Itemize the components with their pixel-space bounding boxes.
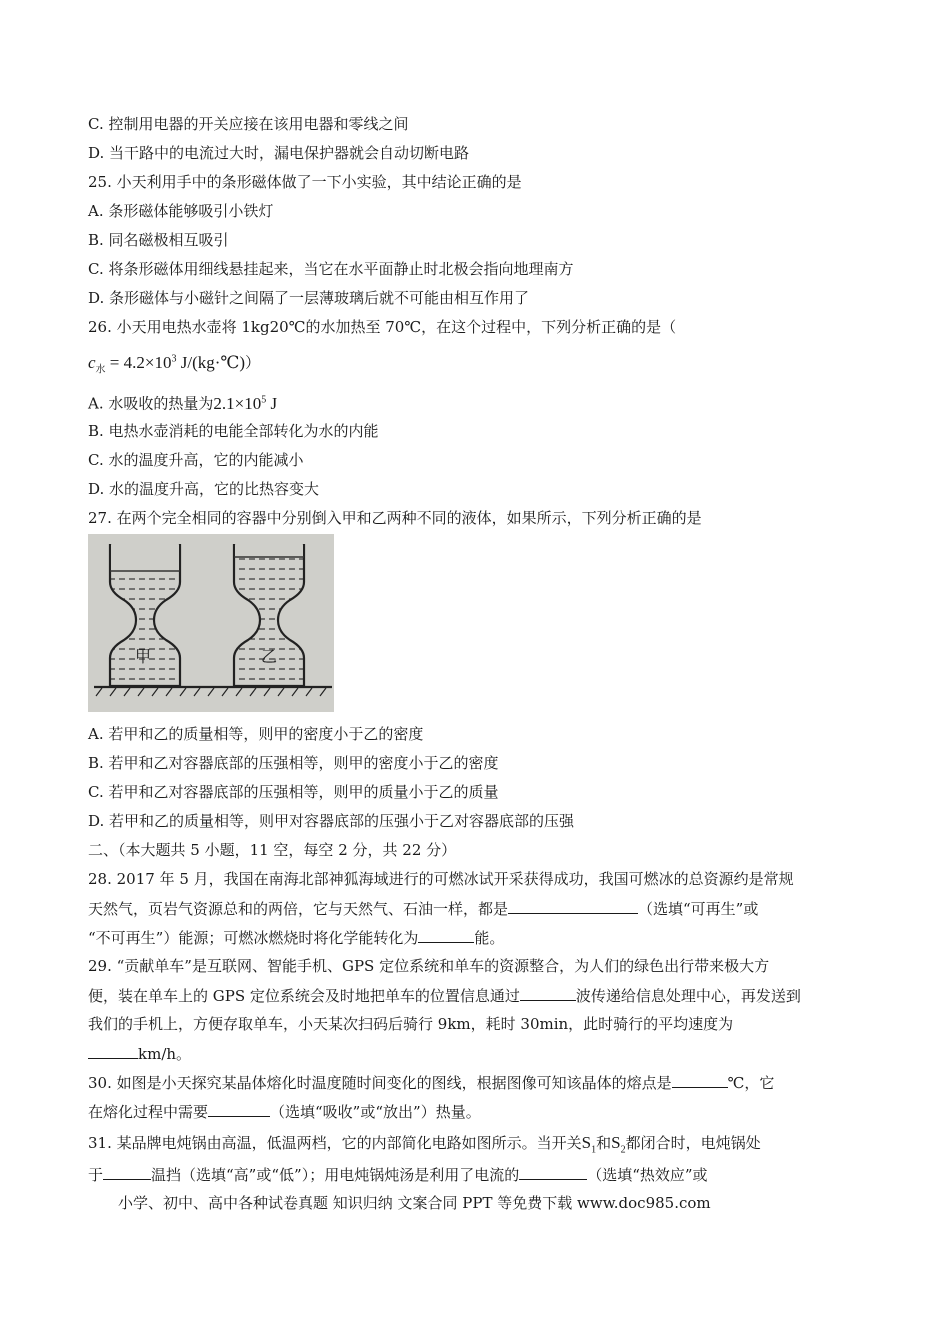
label-jia: 甲 (134, 647, 152, 666)
q28-text-c: “不可再生”）能源；可燃冰燃烧时将化学能转化为 (88, 929, 419, 947)
question-30-line-2 (88, 1101, 481, 1122)
section-2-header: 二、（本大题共 5 小题，11 空，每空 2 分，共 22 分） (88, 841, 457, 859)
option-d-line: D. 当干路中的电流过大时，漏电保护器就会自动切断电路 (88, 144, 470, 162)
q27-option-c: C. 若甲和乙对容器底部的压强相等，则甲的质量小于乙的质量 (88, 783, 499, 801)
q26-option-a-text: A. 水吸收的热量为 (88, 394, 214, 413)
q25-option-d: D. 条形磁体与小磁针之间隔了一层薄玻璃后就不可能由相互作用了 (88, 289, 530, 307)
formula-subscript: 水 (95, 364, 106, 376)
ground (94, 687, 332, 696)
s2-sub: 2 (620, 1144, 626, 1156)
answer-blank[interactable] (88, 1043, 138, 1059)
question-30-line-1 (88, 1072, 774, 1093)
formula-value: = 4.2×10 (105, 352, 172, 372)
q28-text-d: 能。 (474, 929, 505, 947)
q25-option-b: B. 同名磁极相互吸引 (88, 231, 229, 249)
formula-exponent: 3 (171, 353, 177, 364)
q31-text-f: （选填“热效应”或 (587, 1166, 708, 1184)
heat-value (213, 394, 277, 413)
q31-text-b: 和 (596, 1134, 612, 1152)
question-29-line-2 (88, 985, 801, 1006)
q26-formula-line (88, 349, 260, 380)
answer-blank[interactable] (208, 1101, 270, 1117)
q26-option-a (88, 390, 277, 414)
q30-text-d: （选填“吸收”或“放出”）热量。 (270, 1103, 481, 1121)
answer-blank[interactable] (508, 898, 638, 914)
q30-text-b: ℃，它 (727, 1074, 775, 1092)
formula-symbol: c (88, 352, 96, 372)
q29-text-b: 波传递给信息处理中心，再发送到 (575, 987, 801, 1005)
question-26: 26. 小天用电热水壶将 1kg20℃的水加热至 70℃，在这个过程中，下列分析正确的是（ (88, 318, 677, 336)
q31-text-d: 于 (88, 1166, 104, 1184)
question-28-line-1: 28. 2017 年 5 月，我国在南海北部神狐海域进行的可燃冰试开采获得成功，我国可燃冰的总资源约是常规 (88, 870, 794, 888)
question-31-line-2 (88, 1164, 708, 1185)
question-29-line-1: 29. “贡献单车”是互联网、智能手机、GPS 定位系统和单车的资源整合，为人们的绿色出行带来极大方 (88, 957, 770, 975)
switch-s1 (581, 1133, 597, 1156)
q25-option-a: A. 条形磁体能够吸引小铁灯 (88, 202, 274, 220)
heat-exponent: 5 (261, 394, 267, 405)
q30-text-c: 在熔化过程中需要 (88, 1103, 209, 1121)
q30-text-a: 30. 如图是小天探究某晶体熔化时温度随时间变化的图线，根据图像可知该晶体的熔点是 (88, 1074, 672, 1092)
q27-option-b: B. 若甲和乙对容器底部的压强相等，则甲的密度小于乙的密度 (88, 754, 499, 772)
question-29-line-4 (88, 1043, 191, 1064)
q27-option-a: A. 若甲和乙的质量相等，则甲的密度小于乙的密度 (88, 725, 424, 743)
question-25: 25. 小天利用手中的条形磁体做了一下小实验，其中结论正确的是 (88, 173, 522, 191)
q31-text-e: 温挡（选填“高”或“低”）；用电炖锅炖汤是利用了电流的 (151, 1166, 520, 1184)
q29-text-a: 便，装在单车上的 GPS 定位系统会及时地把单车的位置信息通过 (88, 987, 520, 1005)
q28-text-b: （选填“可再生”或 (638, 900, 759, 918)
answer-blank[interactable] (520, 985, 576, 1001)
q26-option-c: C. 水的温度升高，它的内能减小 (88, 451, 304, 469)
answer-blank[interactable] (418, 927, 474, 943)
s1-sub: 1 (591, 1144, 597, 1156)
q28-text-a: 天然气，页岩气资源总和的两倍，它与天然气、石油一样，都是 (88, 900, 509, 918)
q29-unit: km/h。 (138, 1045, 192, 1063)
answer-blank[interactable] (672, 1072, 728, 1088)
s1-letter: S (581, 1133, 592, 1152)
q25-option-c: C. 将条形磁体用细线悬挂起来，当它在水平面静止时北极会指向地理南方 (88, 260, 574, 278)
answer-blank[interactable] (519, 1164, 587, 1180)
q26-option-d: D. 水的温度升高，它的比热容变大 (88, 480, 320, 498)
option-c-line: C. 控制用电器的开关应接在该用电器和零线之间 (88, 115, 409, 133)
specific-heat-formula (88, 352, 246, 376)
containers-illustration (88, 534, 334, 712)
question-31-line-1 (88, 1133, 761, 1160)
question-28-line-2 (88, 898, 758, 919)
heat-unit: J (266, 393, 278, 413)
heat-mantissa: 2.1×10 (213, 393, 262, 413)
footer-watermark: 小学、初中、高中各种试卷真题 知识归纳 文案合同 PPT 等免费下载 www.doc985.com (118, 1194, 711, 1212)
q31-text-c: 都闭合时，电炖锅处 (625, 1134, 761, 1152)
answer-blank[interactable] (103, 1164, 151, 1180)
question-28-line-3 (88, 927, 504, 948)
containers-figure (88, 534, 334, 712)
s2-letter: S (611, 1133, 621, 1152)
q31-text-a: 31. 某品牌电炖锅由高温，低温两档，它的内部简化电路如图所示。当开关 (88, 1134, 582, 1152)
question-27: 27. 在两个完全相同的容器中分别倒入甲和乙两种不同的液体，如果所示，下列分析正确的是 (88, 509, 702, 527)
q26-option-b: B. 电热水壶消耗的电能全部转化为水的内能 (88, 422, 379, 440)
formula-close: ） (245, 353, 261, 372)
switch-s2 (611, 1133, 626, 1156)
question-29-line-3: 我们的手机上，方便存取单车，小天某次扫码后骑行 9km，耗时 30min，此时骑行的平均速度为 (88, 1015, 734, 1033)
label-yi: 乙 (260, 647, 278, 666)
q27-option-d: D. 若甲和乙的质量相等，则甲对容器底部的压强小于乙对容器底部的压强 (88, 812, 575, 830)
formula-unit: J/(kg·℃) (176, 352, 246, 372)
